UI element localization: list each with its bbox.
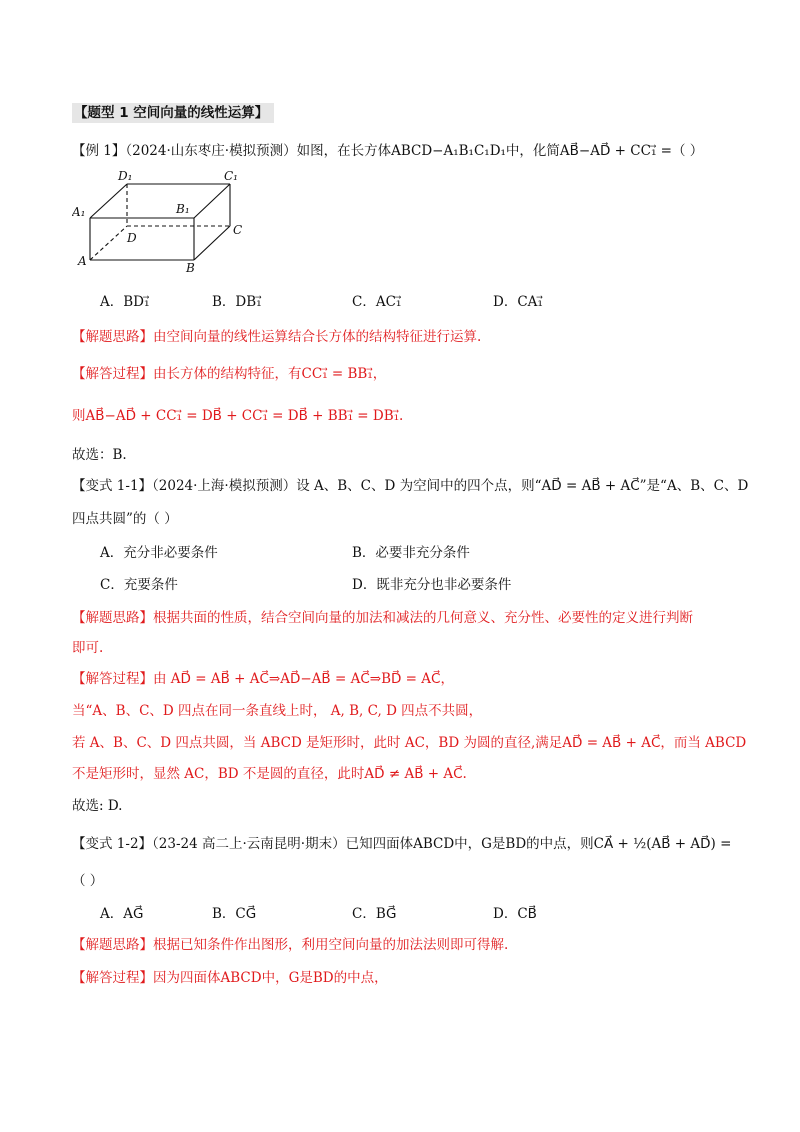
label-b1: B₁ — [176, 202, 190, 216]
label-d: D — [127, 231, 137, 245]
example1-idea: 【解题思路】由空间向量的线性运算结合长方体的结构特征进行运算. — [72, 329, 482, 345]
variant11-idea-1: 【解题思路】根据共面的性质，结合空间向量的加法和减法的几何意义、充分性、必要性的定义进行判断 — [72, 610, 693, 626]
variant11-answer: 故选: D. — [72, 798, 123, 814]
edge-a1d1 — [90, 184, 127, 218]
variant12-stem-1: 【变式 1-2】（23-24 高二上·云南昆明·期末）已知四面体ABCD中，G是BD的中点，则CA⃗ + ½(AB⃗ + AD⃗) = — [72, 836, 732, 852]
variant12-stem-2: （ ） — [72, 873, 104, 889]
label-a1: A₁ — [72, 205, 86, 219]
edge-ad-hidden — [90, 226, 127, 260]
label-b: B — [186, 261, 195, 275]
cuboid-figure — [72, 168, 262, 278]
variant12-choice-c: C．BG⃗ — [352, 906, 397, 922]
variant11-stem-2: 四点共圆”的（ ） — [72, 511, 178, 527]
example1-process-1: 【解答过程】由长方体的结构特征，有CC₁⃗ = BB₁⃗， — [72, 366, 387, 382]
variant12-process-1: 【解答过程】因为四面体ABCD中，G是BD的中点， — [72, 970, 388, 986]
section-heading-text: 【题型 1 空间向量的线性运算】 — [72, 103, 274, 123]
edge-bc — [194, 226, 230, 260]
variant11-idea-2: 即可. — [72, 640, 104, 656]
example1-choice-c: C．AC₁⃗ — [352, 294, 402, 310]
variant11-process-2: 当“A、B、C、D 四点在同一条直线上时， A, B, C, D 四点不共圆， — [72, 703, 483, 719]
example1-answer: 故选：B. — [72, 447, 127, 463]
variant11-process-3: 若 A、B、C、D 四点共圆，当 ABCD 是矩形时，此时 AC，BD 为圆的直径,满足AD⃗ = AB⃗ + AC⃗，而当 ABCD — [72, 735, 747, 751]
variant11-process-4: 不是矩形时，显然 AC，BD 不是圆的直径，此时AD⃗ ≠ AB⃗ + AC⃗. — [72, 766, 467, 782]
example1-choice-b: B．DB₁⃗ — [212, 294, 262, 310]
variant11-choice-a: A．充分非必要条件 — [100, 545, 218, 561]
variant11-choice-d: D．既非充分也非必要条件 — [352, 577, 512, 593]
section-heading — [72, 103, 274, 123]
variant11-choice-b: B．必要非充分条件 — [352, 545, 470, 561]
label-d1: D₁ — [118, 169, 133, 183]
example1-stem: 【例 1】（2024·山东枣庄·模拟预测）如图，在长方体ABCD−A₁B₁C₁D₁中，化简AB⃗−AD⃗ + CC₁⃗ =（ ） — [72, 143, 704, 159]
variant12-choice-a: A．AG⃗ — [100, 906, 144, 922]
variant12-choice-d: D．CB⃗ — [493, 906, 537, 922]
example1-choice-a: A．BD₁⃗ — [100, 294, 150, 310]
variant12-choice-b: B．CG⃗ — [212, 906, 257, 922]
label-c: C — [233, 223, 243, 237]
variant11-stem-1: 【变式 1-1】（2024·上海·模拟预测）设 A、B、C、D 为空间中的四个点，则“AD⃗ = AB⃗ + AC⃗”是“A、B、C、D — [72, 478, 749, 494]
edge-b1c1 — [194, 184, 230, 218]
variant12-idea: 【解题思路】根据已知条件作出图形，利用空间向量的加法法则即可得解. — [72, 937, 509, 953]
label-a: A — [78, 254, 87, 268]
variant11-process-1: 【解答过程】由 AD⃗ = AB⃗ + AC⃗⇒AD⃗−AB⃗ = AC⃗⇒BD⃗ = AC⃗， — [72, 671, 454, 687]
label-c1: C₁ — [224, 169, 238, 183]
example1-process-2: 则AB⃗−AD⃗ + CC₁⃗ = DB⃗ + CC₁⃗ = DB⃗ + BB₁⃗ = DB₁⃗. — [72, 408, 404, 424]
example1-choice-d: D．CA₁⃗ — [493, 294, 543, 310]
variant11-choice-c: C．充要条件 — [100, 577, 178, 593]
